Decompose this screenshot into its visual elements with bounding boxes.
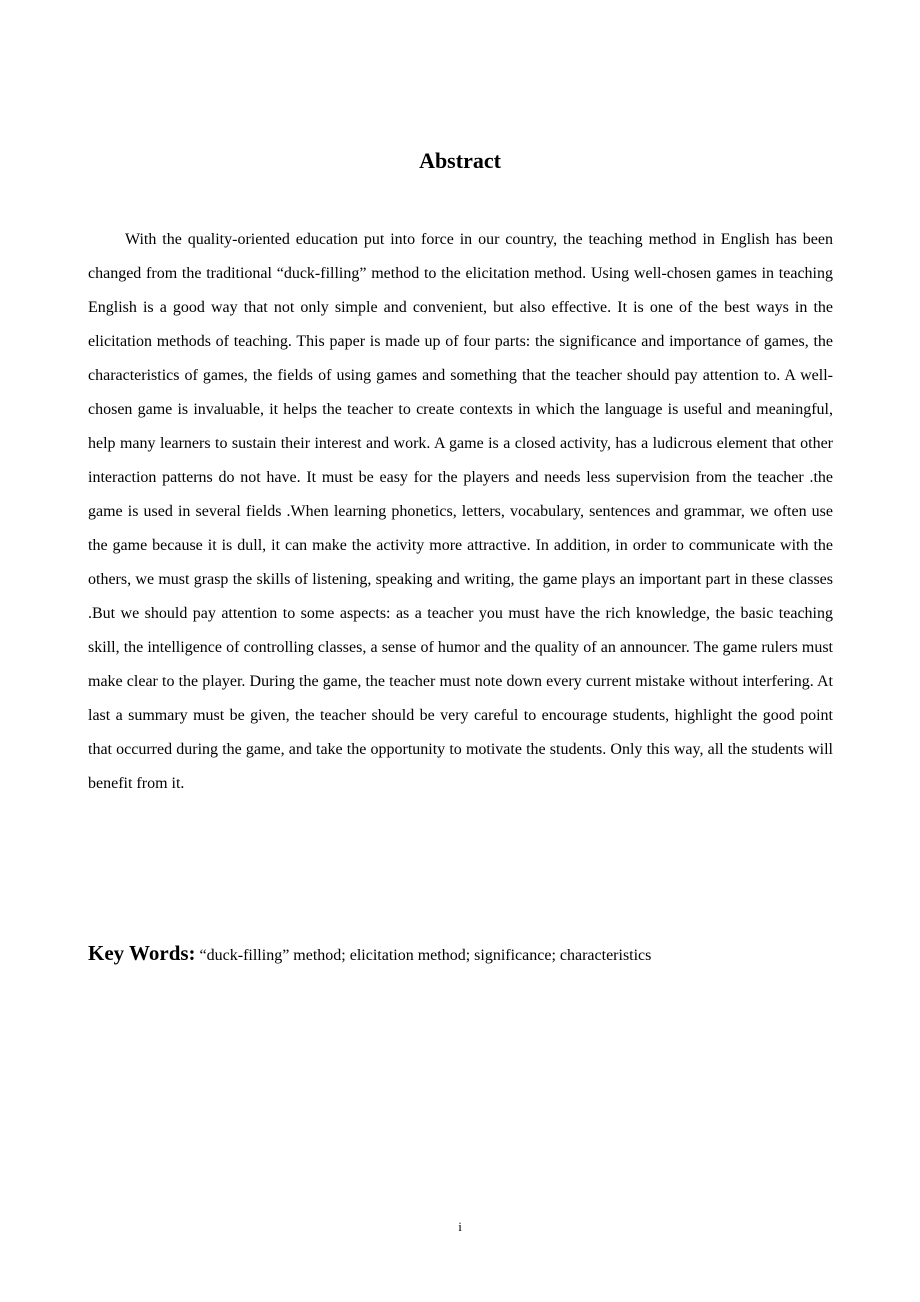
page-number: i	[458, 1219, 462, 1234]
keywords-label: Key Words:	[88, 941, 196, 965]
keywords-line	[88, 937, 833, 972]
abstract-title: Abstract	[419, 148, 501, 173]
abstract-body-text: With the quality-oriented education put into force in our country, the teaching method in English has been changed from the traditional “duck-filling” method to the elicitation method. Using well-chosen games in teaching English is a good way that not only simple and convenient, but also effective. It is one of the best ways in the elicitation methods of teaching. This paper is made up of four parts: the significance and importance of games, the characteristics of games, the fields of using games and something that the teacher should pay attention to. A well-chosen game is invaluable, it helps the teacher to create contexts in which the language is useful and meaningful, help many learners to sustain their interest and work. A game is a closed activity, has a ludicrous element that other interaction patterns do not have. It must be easy for the players and needs less supervision from the teacher .the game is used in several fields .When learning phonetics, letters, vocabulary, sentences and grammar, we often use the game because it is dull, it can make the activity more attractive. In addition, in order to communicate with the others, we must grasp the skills of listening, speaking and writing, the game plays an important part in these classes .But we should pay attention to some aspects: as a teacher you must have the rich knowledge, the basic teaching skill, the intelligence of controlling classes, a sense of humor and the quality of an announcer. The game rulers must make clear to the player. During the game, the teacher must note down every current mistake without interfering. At last a summary must be given, the teacher should be very careful to encourage students, highlight the good point that occurred during the game, and take the opportunity to motivate the students. Only this way, all the students will benefit from it.	[88, 231, 833, 792]
keywords-text: “duck-filling” method; elicitation method; significance; characteristics	[199, 947, 652, 964]
